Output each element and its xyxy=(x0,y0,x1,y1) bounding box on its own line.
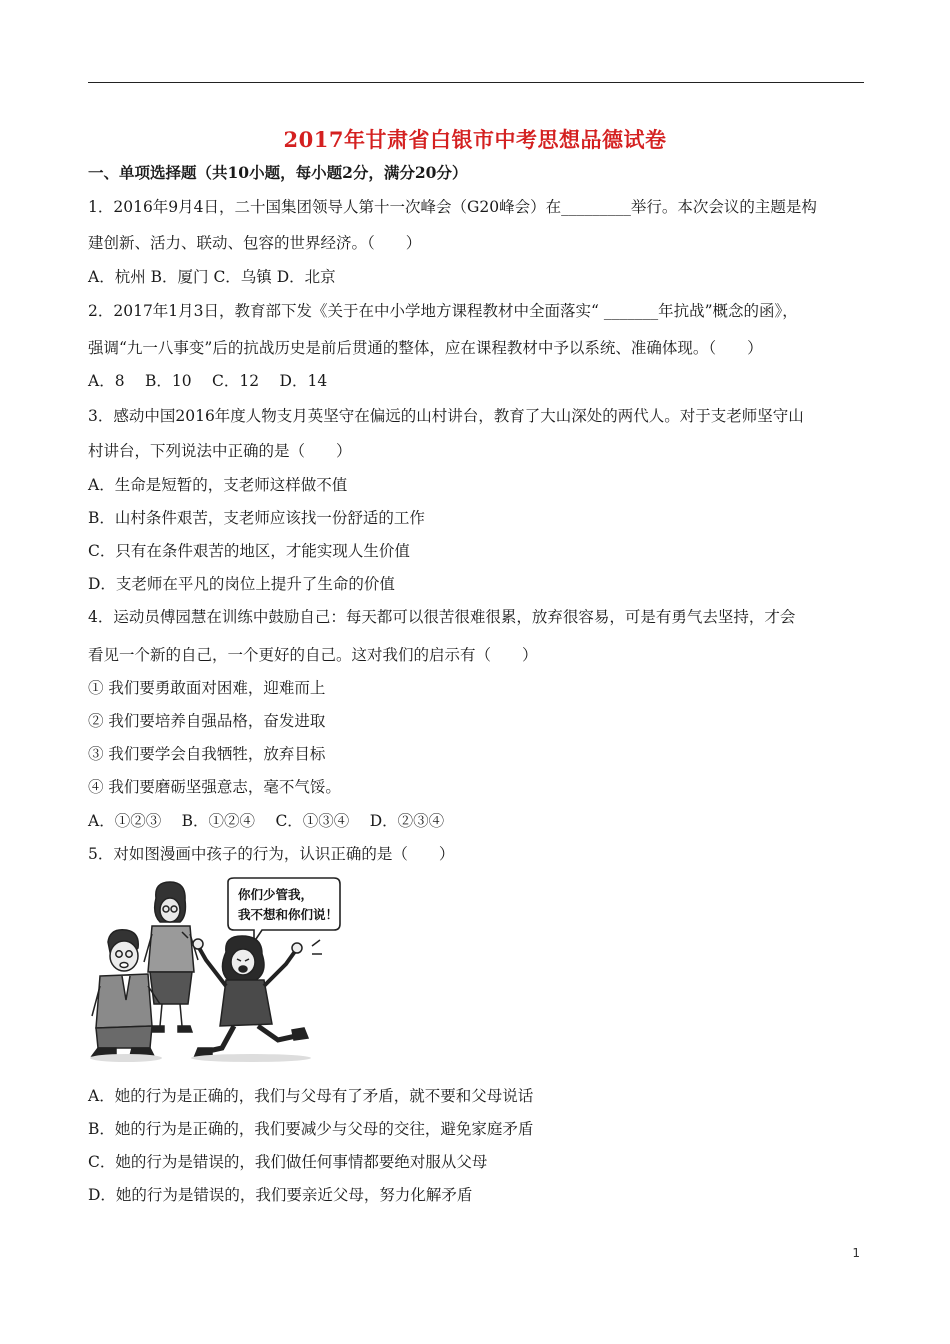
q4-line1: 4．运动员傅园慧在训练中鼓励自己：每天都可以很苦很难很累，放弃很容易，可是有勇气去坚持，才会 xyxy=(88,608,796,626)
q1-options: A．杭州 B．厦门 C．乌镇 D．北京 xyxy=(88,268,336,286)
q4-statement-2: ② 我们要培养自强品格，奋发进取 xyxy=(88,712,326,730)
q3-line1: 3．感动中国2016年度人物支月英坚守在偏远的山村讲台，教育了大山深处的两代人。对于支老师坚守山 xyxy=(88,407,804,425)
ground-shadow xyxy=(191,1054,311,1062)
q5-option-b: B．她的行为是正确的，我们要减少与父母的交往，避免家庭矛盾 xyxy=(88,1120,534,1138)
q3-option-c: C．只有在条件艰苦的地区，才能实现人生价值 xyxy=(88,542,410,560)
page-number: 1 xyxy=(852,1246,860,1260)
q4-statement-3: ③ 我们要学会自我牺牲，放弃目标 xyxy=(88,745,326,763)
girl-figure xyxy=(182,932,322,1058)
q3-option-b: B．山村条件艰苦，支老师应该找一份舒适的工作 xyxy=(88,509,425,527)
q5-line1: 5．对如图漫画中孩子的行为，认识正确的是（ ） xyxy=(88,845,455,863)
q2-line2: 强调“九一八事变”后的抗战历史是前后贯通的整体，应在课程教材中予以系统、准确体现。（ ） xyxy=(88,339,763,357)
q1-line1: 1．2016年9月4日，二十国集团领导人第十一次峰会（G20峰会）在_________举行。本次会议的主题是构 xyxy=(88,198,817,216)
q2-line1: 2．2017年1月3日，教育部下发《关于在中小学地方课程教材中全面落实“ _______年抗战”概念的函》， xyxy=(88,302,798,320)
bubble-text-2: 我不想和你们说！ xyxy=(238,907,339,922)
q4-statement-1: ① 我们要勇敢面对困难，迎难而上 xyxy=(88,679,326,697)
q1-line2: 建创新、活力、联动、包容的世界经济。（ ） xyxy=(88,234,422,252)
q4-statement-4: ④ 我们要磨砺坚强意志，毫不气馁。 xyxy=(88,778,341,796)
ground-shadow xyxy=(90,1054,162,1062)
q3-option-d: D．支老师在平凡的岗位上提升了生命的价值 xyxy=(88,575,395,593)
section-heading: 一、单项选择题（共10小题，每小题2分，满分20分） xyxy=(88,163,468,182)
q2-options: A．8 B．10 C．12 D．14 xyxy=(88,372,328,390)
q4-line2: 看见一个新的自己，一个更好的自己。这对我们的启示有（ ） xyxy=(88,646,538,664)
exam-title: 2017年甘肃省白银市中考思想品德试卷 xyxy=(283,127,667,152)
q5-option-c: C．她的行为是错误的，我们做任何事情都要绝对服从父母 xyxy=(88,1153,488,1171)
bubble-text-1: 你们少管我， xyxy=(238,887,314,902)
q3-option-a: A．生命是短暂的，支老师这样做不值 xyxy=(88,476,348,494)
cartoon-illustration xyxy=(86,876,344,1066)
speech-bubble xyxy=(228,878,340,942)
q5-option-d: D．她的行为是错误的，我们要亲近父母，努力化解矛盾 xyxy=(88,1186,473,1204)
q4-options: A．①②③ B．①②④ C．①③④ D．②③④ xyxy=(88,812,445,830)
q3-line2: 村讲台，下列说法中正确的是（ ） xyxy=(88,442,352,460)
q5-option-a: A．她的行为是正确的，我们与父母有了矛盾，就不要和父母说话 xyxy=(88,1087,534,1105)
mother-figure xyxy=(144,882,198,1032)
header-rule xyxy=(88,82,864,83)
